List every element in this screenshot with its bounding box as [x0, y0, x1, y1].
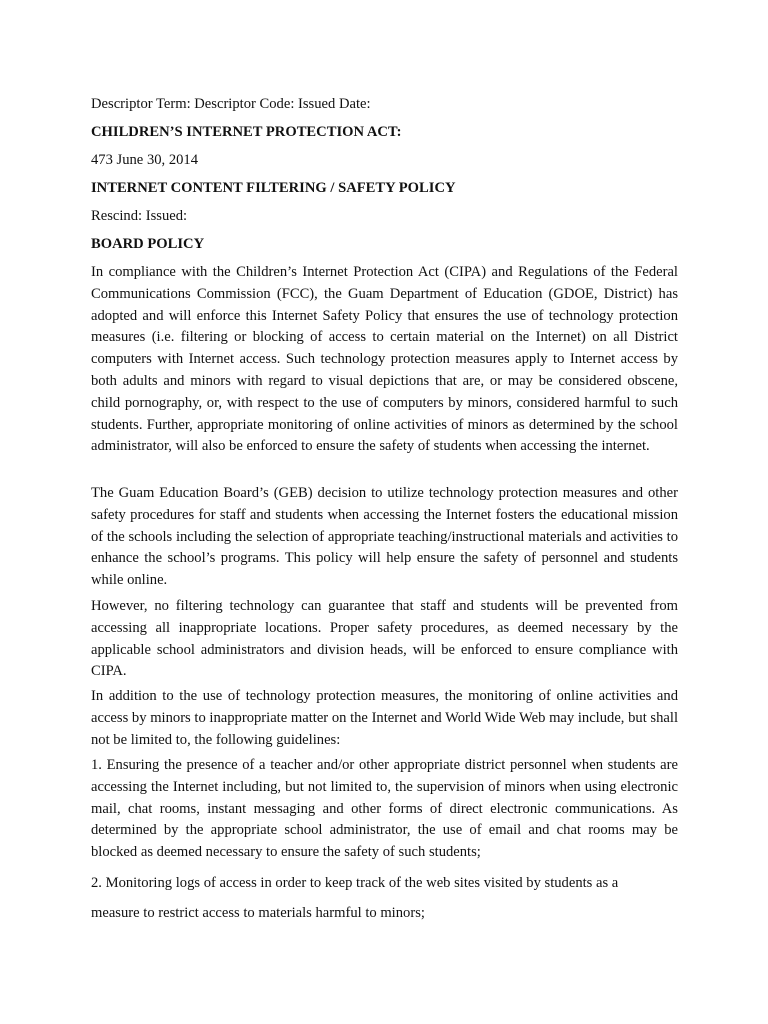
- list-item-2-line-1: 2. Monitoring logs of access in order to keep track of the web sites visited by students as a: [91, 875, 619, 891]
- code-date-line: 473 June 30, 2014: [91, 152, 199, 168]
- paragraph-compliance: In compliance with the Children’s Internet Protection Act (CIPA) and Regulations of the Federal Communications Commission (FCC), the Guam Department of Education (GDOE, District) has adopted and will enforce this Internet Safety Policy that ensures the use of technology protection measures (i.e. filtering or blocking of access to certain material on the Internet) on all District computers with Internet access. Such technology protection measures apply to Internet access by both adults and minors with regard to visual depictions that are, or may be considered obscene, child pornography, or, with respect to the use of computers by minors, considered harmful to such students. Further, appropriate monitoring of online activities of minors as determined by the school administrator, will also be enforced to ensure the safety of students when accessing the internet.: [91, 264, 678, 455]
- board-policy-heading: BOARD POLICY: [91, 236, 205, 252]
- descriptor-line: Descriptor Term: Descriptor Code: Issued Date:: [91, 96, 371, 112]
- paragraph-no-guarantee: However, no filtering technology can guarantee that staff and students will be prevented from accessing all inappropriate locations. Proper safety procedures, as deemed necessary by the applicable school administrators and division heads, will be enforced to ensure compliance with CIPA.: [91, 598, 678, 680]
- rescind-issued-line: Rescind: Issued:: [91, 208, 188, 224]
- list-item-2-line-2: measure to restrict access to materials harmful to minors;: [91, 905, 425, 921]
- list-item-1: 1. Ensuring the presence of a teacher and/or other appropriate district personnel when students are accessing the Internet including, but not limited to, the supervision of minors when using electronic mail, chat rooms, instant messaging and other forms of direct electronic communications. As determined by the appropriate school administrator, the use of email and chat rooms may be blocked as deemed necessary to ensure the safety of such students;: [91, 757, 678, 861]
- paragraph-geb-decision: The Guam Education Board’s (GEB) decision to utilize technology protection measures and other safety procedures for staff and students when accessing the Internet fosters the educational mission of the schools including the selection of appropriate teaching/instructional materials and activities to enhance the school’s programs. This policy will help ensure the safety of personnel and students while online.: [91, 485, 678, 589]
- paragraph-guidelines-intro: In addition to the use of technology protection measures, the monitoring of online activities and access by minors to inappropriate matter on the Internet and World Wide Web may include, but shall not be limited to, the following guidelines:: [91, 688, 678, 748]
- act-title: CHILDREN’S INTERNET PROTECTION ACT:: [91, 124, 402, 140]
- policy-title: INTERNET CONTENT FILTERING / SAFETY POLICY: [91, 180, 456, 196]
